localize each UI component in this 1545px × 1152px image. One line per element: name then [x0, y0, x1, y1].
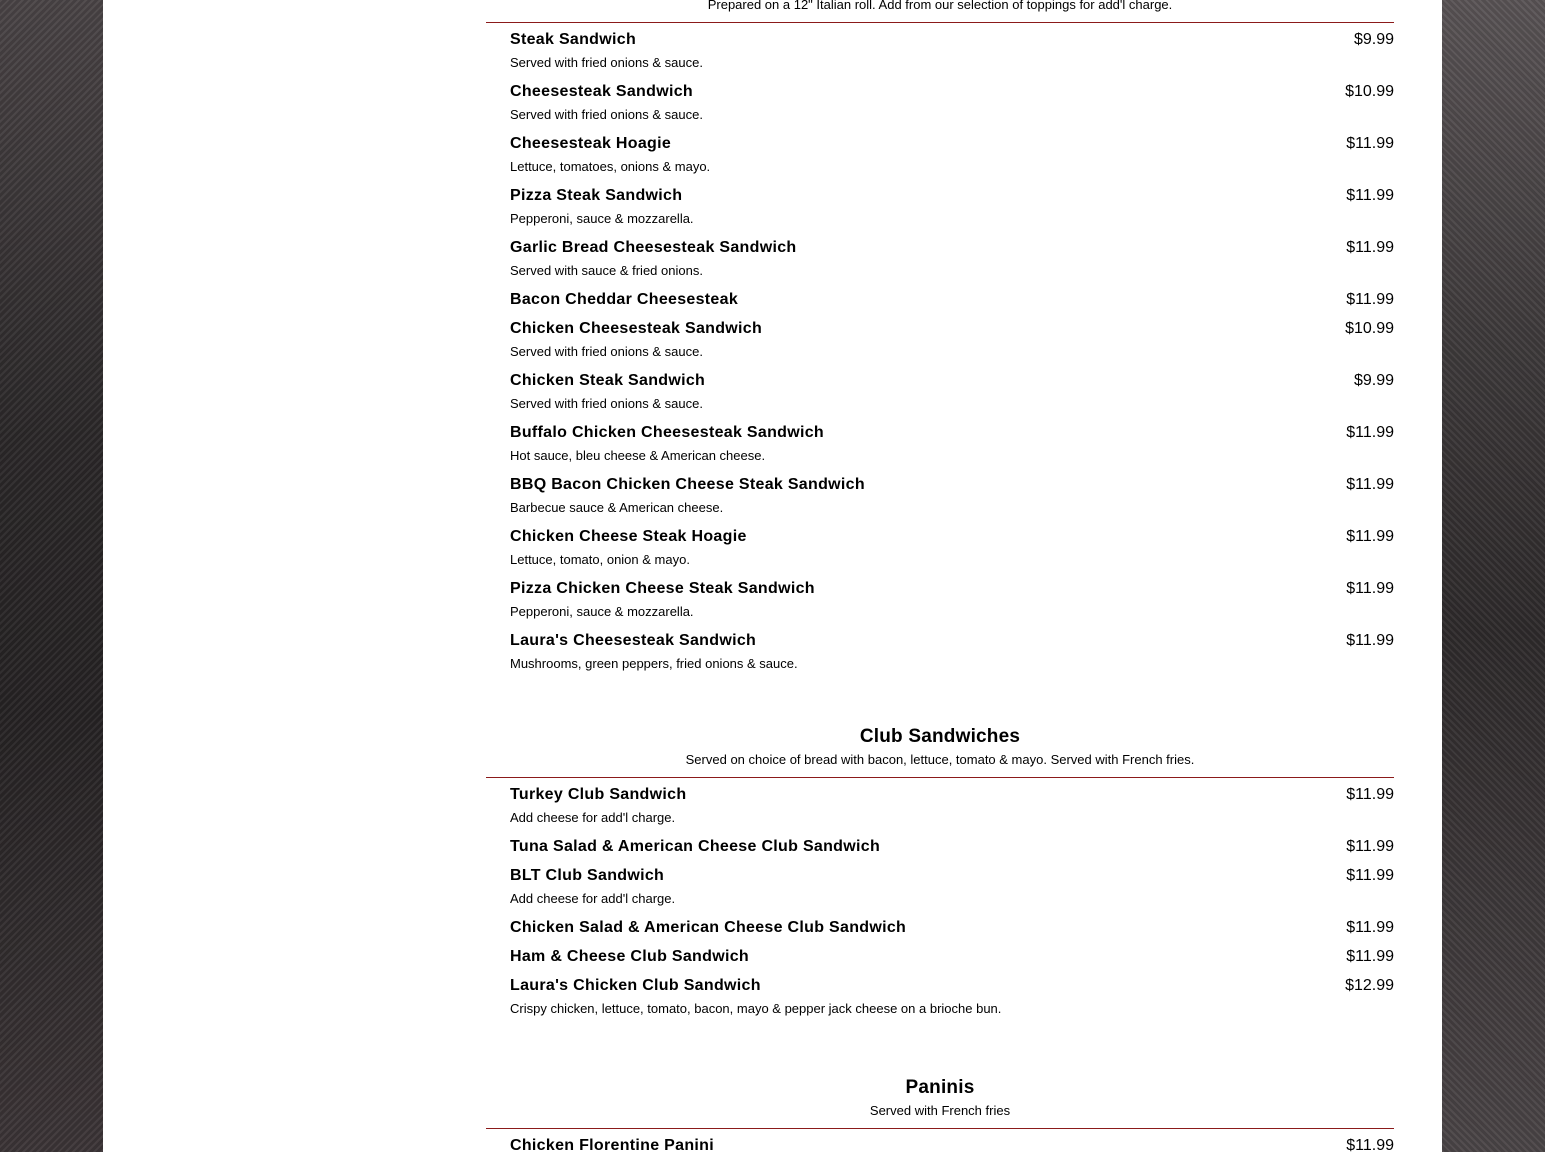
menu-item-name: BBQ Bacon Chicken Cheese Steak Sandwich — [510, 476, 865, 493]
menu-item-price: $11.99 — [1346, 632, 1394, 649]
menu-item-price: $11.99 — [1346, 786, 1394, 803]
menu-item-price: $11.99 — [1346, 528, 1394, 545]
menu-item — [486, 82, 1394, 134]
club-item-list — [486, 778, 1394, 1028]
menu-item-price: $11.99 — [1346, 424, 1394, 441]
menu-item-row — [510, 30, 1394, 50]
menu-item — [486, 947, 1394, 976]
menu-item — [486, 423, 1394, 475]
menu-item-description: Crispy chicken, lettuce, tomato, bacon, mayo & pepper jack cheese on a brioche bun. — [510, 1001, 1002, 1016]
menu-item-description: Served with fried onions & sauce. — [510, 396, 703, 411]
club-section — [486, 725, 1394, 1028]
menu-item-name: Pizza Chicken Cheese Steak Sandwich — [510, 580, 815, 597]
menu-item-price: $12.99 — [1345, 977, 1394, 994]
background-right — [1442, 0, 1545, 1152]
menu-item-row — [510, 579, 1394, 599]
menu-item-row — [510, 319, 1394, 339]
menu-item-description: Barbecue sauce & American cheese. — [510, 500, 724, 515]
section-title: Club Sandwiches — [859, 726, 1021, 747]
paninis-item-list — [486, 1129, 1394, 1152]
background-left — [0, 0, 103, 1152]
menu-item-row — [510, 837, 1394, 857]
menu-item-description: Served with fried onions & sauce. — [510, 344, 703, 359]
menu-item — [486, 238, 1394, 290]
menu-item — [486, 778, 1394, 837]
menu-item-row — [510, 82, 1394, 102]
menu-item-row — [510, 134, 1394, 154]
menu-item-row — [510, 475, 1394, 495]
menu-item-description: Pepperoni, sauce & mozzarella. — [510, 604, 694, 619]
menu-item-price: $11.99 — [1346, 948, 1394, 965]
menu-page — [103, 0, 1442, 1152]
menu-item-row — [510, 918, 1394, 938]
menu-item-price: $9.99 — [1353, 372, 1394, 389]
menu-item-price: $11.99 — [1346, 919, 1394, 936]
menu-item-name: Laura's Cheesesteak Sandwich — [510, 632, 757, 649]
menu-item-price: $11.99 — [1346, 838, 1394, 855]
menu-item-name: Pizza Steak Sandwich — [510, 187, 683, 204]
menu-item-name: Bacon Cheddar Cheesesteak — [510, 291, 739, 308]
menu-item-description: Pepperoni, sauce & mozzarella. — [510, 211, 694, 226]
menu-item-price: $11.99 — [1346, 135, 1394, 152]
menu-item-name: Cheesesteak Sandwich — [510, 83, 693, 100]
menu-item-name: Chicken Cheese Steak Hoagie — [510, 528, 747, 545]
menu-item — [486, 918, 1394, 947]
menu-item — [486, 475, 1394, 527]
menu-item-name: Chicken Cheesesteak Sandwich — [510, 320, 763, 337]
menu-item — [486, 631, 1394, 683]
menu-item-description: Lettuce, tomatoes, onions & mayo. — [510, 159, 711, 174]
menu-item-price: $11.99 — [1346, 187, 1394, 204]
menu-item — [486, 371, 1394, 423]
menu-item-price: $11.99 — [1346, 580, 1394, 597]
menu-item-row — [510, 290, 1394, 310]
menu-item-price: $10.99 — [1345, 83, 1394, 100]
menu-item-price: $9.99 — [1353, 31, 1394, 48]
menu-item — [486, 23, 1394, 82]
menu-item — [486, 186, 1394, 238]
menu-item-price: $11.99 — [1346, 867, 1394, 884]
menu-item — [486, 319, 1394, 371]
menu-item-description: Served with fried onions & sauce. — [510, 55, 703, 70]
menu-item-price: $11.99 — [1346, 476, 1394, 493]
menu-item-name: Tuna Salad & American Cheese Club Sandwich — [510, 838, 881, 855]
menu-item-row — [510, 785, 1394, 805]
menu-item-description: Lettuce, tomato, onion & mayo. — [510, 552, 690, 567]
menu-item-name: BLT Club Sandwich — [510, 867, 665, 884]
menu-item-row — [510, 947, 1394, 967]
menu-item-row — [510, 976, 1394, 996]
menu-item — [486, 527, 1394, 579]
menu-item-row — [510, 631, 1394, 651]
menu-item-description: Hot sauce, bleu cheese & American cheese. — [510, 448, 766, 463]
menu-item — [486, 837, 1394, 866]
menu-item — [486, 579, 1394, 631]
menu-item-row — [510, 1136, 1394, 1152]
menu-item-row — [510, 186, 1394, 206]
menu-item — [486, 1129, 1394, 1152]
menu-item-description: Mushrooms, green peppers, fried onions & sauce. — [510, 656, 798, 671]
menu-item-name: Chicken Steak Sandwich — [510, 372, 706, 389]
menu-item — [486, 866, 1394, 918]
menu-item-name: Garlic Bread Cheesesteak Sandwich — [510, 239, 797, 256]
menu-item-description: Served with fried onions & sauce. — [510, 107, 703, 122]
menu-item-name: Steak Sandwich — [510, 31, 637, 48]
menu-item-price: $10.99 — [1345, 320, 1394, 337]
paninis-section — [486, 1076, 1394, 1152]
menu-item-name: Chicken Florentine Panini — [510, 1137, 714, 1152]
menu-item-row — [510, 423, 1394, 443]
menu-item — [486, 134, 1394, 186]
steak-item-list — [486, 23, 1394, 683]
menu-item-description: Served with sauce & fried onions. — [510, 263, 703, 278]
section-title: Paninis — [905, 1077, 975, 1098]
menu-item-row — [510, 371, 1394, 391]
menu-item-row — [510, 866, 1394, 886]
section-description: Served with French fries — [869, 1103, 1011, 1118]
menu-item-name: Chicken Salad & American Cheese Club Sandwich — [510, 919, 907, 936]
menu-item-row — [510, 527, 1394, 547]
section-description: Served on choice of bread with bacon, lettuce, tomato & mayo. Served with French fries. — [685, 752, 1195, 767]
menu-item-row — [510, 238, 1394, 258]
steak-section-description: Prepared on a 12" Italian roll. Add from our selection of toppings for add'l charge. — [707, 0, 1173, 12]
menu-item-name: Cheesesteak Hoagie — [510, 135, 672, 152]
menu-item-name: Ham & Cheese Club Sandwich — [510, 948, 749, 965]
steak-section — [486, 0, 1394, 683]
menu-item-description: Add cheese for add'l charge. — [510, 891, 676, 906]
menu-item-name: Buffalo Chicken Cheesesteak Sandwich — [510, 424, 825, 441]
menu-item-price: $11.99 — [1346, 239, 1394, 256]
menu-item — [486, 290, 1394, 319]
menu-item — [486, 976, 1394, 1028]
menu-item-price: $11.99 — [1346, 291, 1394, 308]
menu-item-name: Turkey Club Sandwich — [510, 786, 687, 803]
menu-item-description: Add cheese for add'l charge. — [510, 810, 676, 825]
menu-item-price: $11.99 — [1346, 1137, 1394, 1152]
menu-item-name: Laura's Chicken Club Sandwich — [510, 977, 761, 994]
